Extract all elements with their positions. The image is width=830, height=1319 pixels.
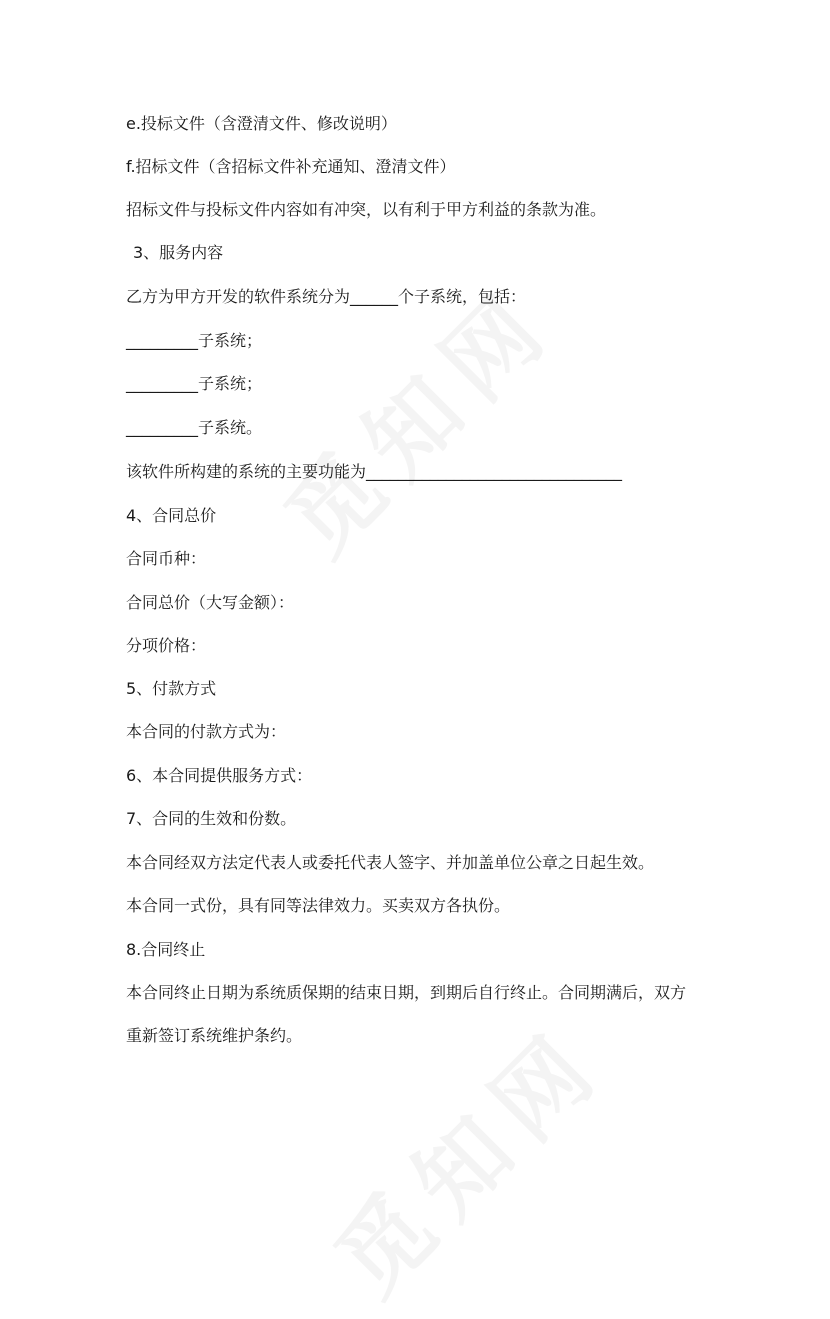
paragraph: 重新签订系统维护条约。 [126, 1026, 303, 1045]
paragraph: 合同总价（大写金额）： [126, 593, 295, 612]
paragraph: f.招标文件（含招标文件补充通知、澄清文件） [126, 157, 456, 176]
paragraph: 分项价格： [126, 636, 207, 655]
paragraph: 合同币种： [126, 549, 207, 568]
section-heading: 7、合同的生效和份数。 [126, 809, 297, 828]
paragraph: 本合同一式份，具有同等法律效力。买卖双方各执份。 [126, 896, 511, 915]
paragraph: 本合同经双方法定代表人或委托代表人签字、并加盖单位公章之日起生效。 [126, 853, 655, 872]
watermark [302, 993, 629, 1319]
section-heading: 4、合同总价 [126, 506, 217, 525]
section-heading: 5、付款方式 [126, 679, 217, 698]
paragraph: 本合同的付款方式为： [126, 722, 287, 741]
paragraph: 招标文件与投标文件内容如有冲突，以有利于甲方利益的条款为准。 [126, 200, 607, 219]
section-heading: 3、服务内容 [133, 243, 224, 262]
paragraph: 该软件所构建的系统的主要功能为________________________________ [126, 462, 623, 481]
paragraph: 本合同终止日期为系统质保期的结束日期，到期后自行终止。合同期满后，双方 [126, 983, 687, 1002]
section-heading: 8.合同终止 [126, 940, 206, 959]
list-item: _________子系统； [126, 374, 263, 393]
list-item: _________子系统； [126, 331, 263, 350]
paragraph: 乙方为甲方开发的软件系统分为______个子系统，包括： [126, 287, 527, 306]
list-item: _________子系统。 [126, 418, 263, 437]
section-heading: 6、本合同提供服务方式： [126, 766, 313, 785]
paragraph: e.投标文件（含澄清文件、修改说明） [126, 114, 397, 133]
